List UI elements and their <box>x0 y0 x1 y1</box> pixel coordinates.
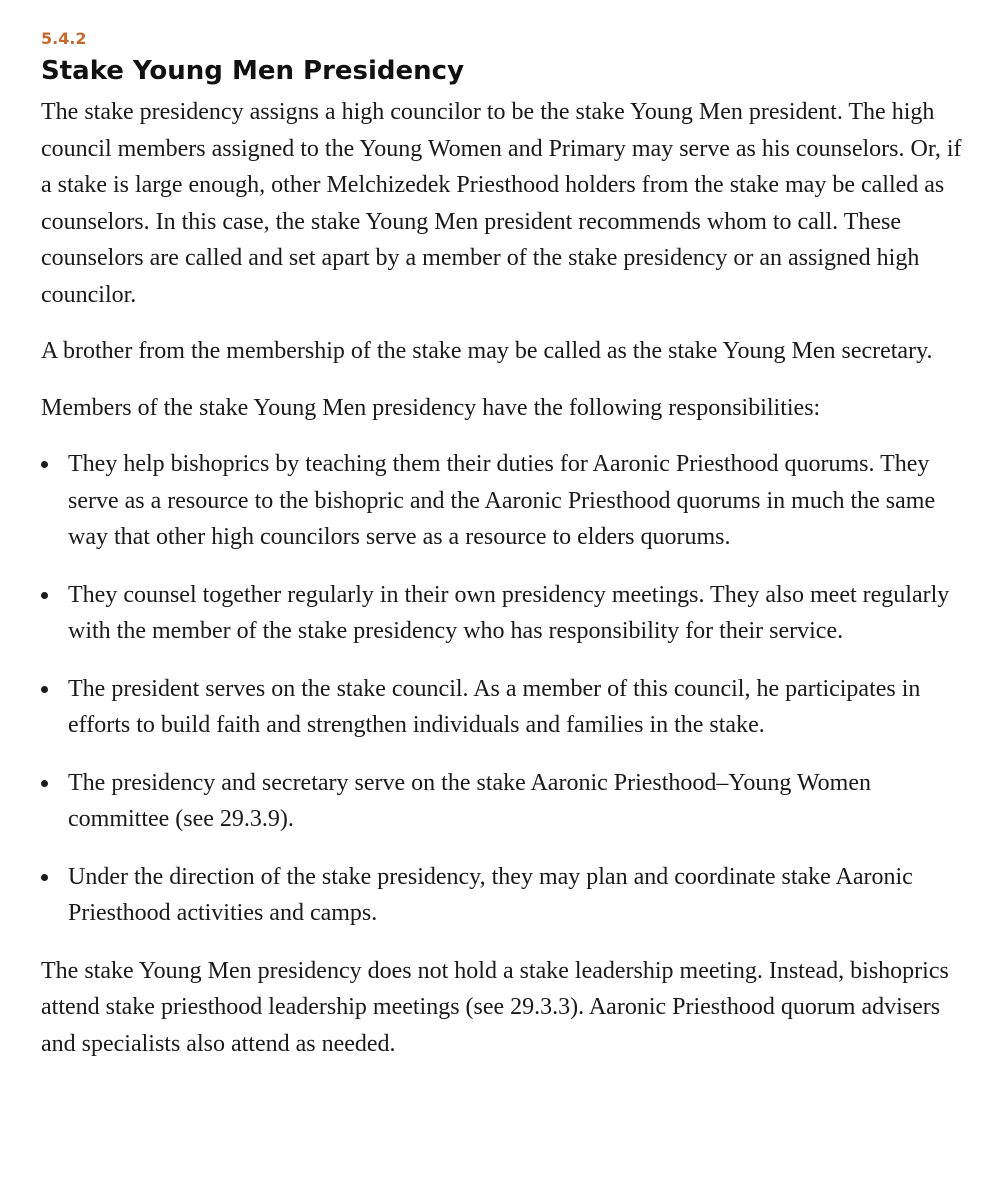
list-item <box>41 671 971 744</box>
section-title: Stake Young Men Presidency <box>41 56 465 86</box>
bullet-icon <box>41 461 48 468</box>
list-item <box>41 765 971 838</box>
document-content <box>41 28 971 1082</box>
responsibilities-lead-paragraph: Members of the stake Young Men presidency have the following responsibilities: <box>41 394 821 421</box>
list-item-text: They help bishoprics by teaching them their duties for Aaronic Priesthood quorums. They serve as a resource to the bishopric and the Aaronic Priesthood quorums in much the same way that other high councilors serve as a resource to elders quorums. <box>68 451 936 550</box>
bullet-icon <box>41 592 48 599</box>
closing-paragraph: The stake Young Men presidency does not hold a stake leadership meeting. Instead, bishoprics attend stake priesthood leadership meetings (see 29.3.3). Aaronic Priesthood quorum advisers and specialists also attend as needed. <box>41 957 949 1057</box>
list-item-text: Under the direction of the stake presidency, they may plan and coordinate stake Aaronic Priesthood activities and camps. <box>68 863 913 926</box>
list-item <box>41 577 971 650</box>
section-number: 5.4.2 <box>41 29 87 48</box>
bullet-icon <box>41 686 48 693</box>
intro-paragraph: The stake presidency assigns a high councilor to be the stake Young Men president. The high council members assigned to the Young Women and Primary may serve as his counselors. Or, if a stake is large enough, other Melchizedek Priesthood holders from the stake may be called as counselors. In this case, the stake Young Men president recommends whom to call. These counselors are called and set apart by a member of the stake presidency or an assigned high councilor. <box>41 99 962 308</box>
list-item <box>41 859 971 932</box>
bullet-icon <box>41 874 48 881</box>
list-item <box>41 446 971 556</box>
list-item-text: The presidency and secretary serve on the stake Aaronic Priesthood–Young Women committee (see 29.3.9). <box>68 769 871 832</box>
secretary-paragraph: A brother from the membership of the stake may be called as the stake Young Men secretary. <box>41 338 933 364</box>
bullet-icon <box>41 780 48 787</box>
list-item-text: They counsel together regularly in their own presidency meetings. They also meet regularly with the member of the stake presidency who has responsibility for their service. <box>68 581 950 644</box>
list-item-text: The president serves on the stake council. As a member of this council, he participates in efforts to build faith and strengthen individuals and families in the stake. <box>68 675 921 738</box>
responsibilities-list <box>41 446 971 932</box>
